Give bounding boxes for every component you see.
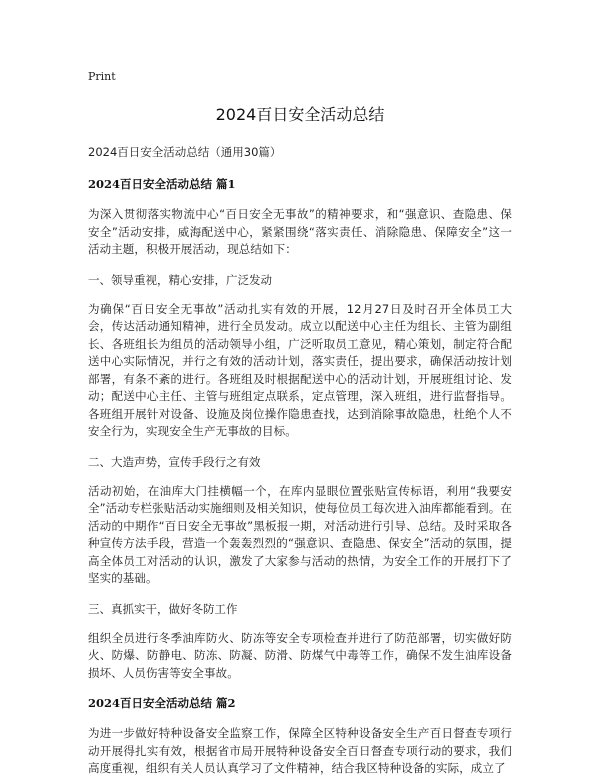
print-link[interactable]: Print bbox=[88, 70, 116, 83]
subheading-3: 三、真抓实干，做好冬防工作 bbox=[88, 601, 238, 616]
document-subtitle: 2024百日安全活动总结（通用30篇） bbox=[88, 145, 282, 159]
section-heading-1: 2024百日安全活动总结 篇1 bbox=[88, 177, 236, 191]
subheading-2: 二、大造声势，宣传手段行之有效 bbox=[88, 454, 261, 469]
section-1-intro: 为深入贯彻落实物流中心“百日安全无事故”的精神要求，和“强意识、查隐患、保安全”活动安排，威海配送中心，紧紧围绕“落实责任、消除隐患、保障安全”这一活动主题，积极开展活动，现总结如下： bbox=[88, 207, 512, 256]
subheading-1: 一、领导重视，精心安排，广泛发动 bbox=[88, 272, 272, 287]
subheading-2-text: 活动初始，在油库大门挂横幅一个，在库内显眼位置张贴宣传标语，利用“我要安全”活动专栏张贴活动实施细则及相关知识，使每位员工每次进入油库都能看到。在活动的中期作“百日安全无事故”黑板报一期，对活动进行引导、总结。及时采取各种宣传方法手段，营造一个轰轰烈烈的“强意识、查隐患、保安全”活动的氛围，提高全体员工对活动的认识，激发了大家参与活动的热情，为安全工作的开展打下了坚实的基础。 bbox=[88, 483, 512, 585]
subheading-1-text: 为确保“百日安全无事故”活动扎实有效的开展，12月27日及时召开全体员工大会，传达活动通知精神，进行全员发动。成立以配送中心主任为组长、主管为副组长、各班组长为组员的活动领导小组，广泛听取员工意见，精心策划，制定符合配送中心实际情况，并行之有效的活动计划，落实责任，提出要求，确保活动按计划部署，有条不紊的进行。各班组及时根据配送中心的活动计划，开展班组讨论、发动；配送中心主任、主管与班组定点联系，定点管理，深入班组，进行监督指导。各班组开展针对设备、设施及岗位操作隐患查找，达到消除事故隐患，杜绝个人不安全行为，实现安全生产无事故的目标。 bbox=[88, 301, 512, 438]
page-title: 2024百日安全活动总结 bbox=[215, 105, 385, 124]
section-heading-2: 2024百日安全活动总结 篇2 bbox=[88, 696, 236, 710]
subheading-3-text: 组织全员进行冬季油库防火、防冻等安全专项检查并进行了防范部署，切实做好防火、防爆、防静电、防冻、防凝、防滑、防煤气中毒等工作，确保不发生油库设备损坏、人员伤害等安全事故。 bbox=[88, 630, 512, 680]
section-2-intro: 为进一步做好特种设备安全监察工作，保障全区特种设备安全生产百日督查专项行动开展得扎实有效，根据省市局开展特种设备安全百日督查专项行动的要求，我们高度重视，组织有关人员认真学习了文件精神，结合我区特种设备的实际，成立了 bbox=[88, 726, 512, 775]
